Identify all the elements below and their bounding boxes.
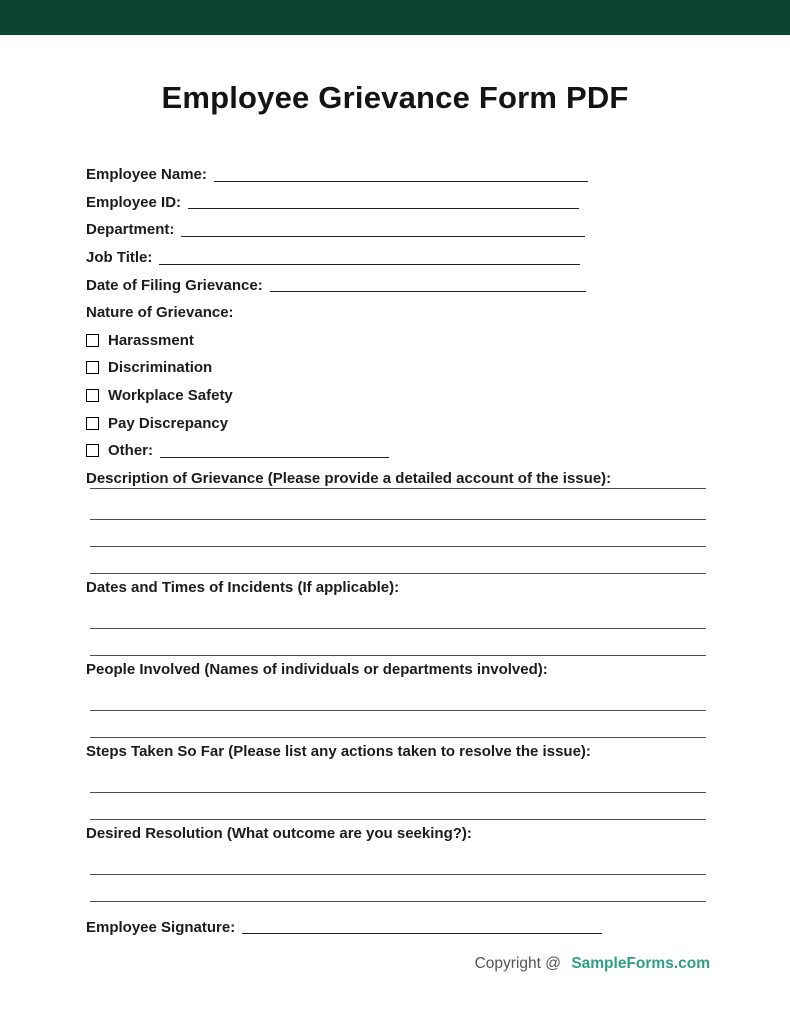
section-people-involved [86,656,706,738]
page-title: Employee Grievance Form PDF [161,80,629,115]
blank-line[interactable] [90,629,706,656]
job-title-input-line[interactable] [159,263,580,265]
employee-signature-label: Employee Signature: [86,918,236,936]
checkbox-square-icon[interactable] [86,334,99,347]
sampleforms-link[interactable]: SampleForms.com [571,955,710,972]
people-involved-heading [86,656,706,684]
blank-line[interactable] [90,602,706,629]
blank-line[interactable] [90,875,706,902]
header-bar [0,0,790,35]
blank-line[interactable] [90,493,706,520]
checkbox-square-icon[interactable] [86,361,99,374]
dates-times-heading [86,574,706,602]
section-dates-times [86,574,706,656]
workplace-safety-label: Workplace Safety [108,387,233,405]
section-description [86,465,706,574]
blank-line[interactable] [90,766,706,793]
field-employee-name [86,161,706,189]
date-of-filing-label: Date of Filing Grievance: [86,276,263,294]
discrimination-label: Discrimination [108,359,213,377]
blank-line[interactable] [90,711,706,738]
nature-of-grievance-label: Nature of Grievance: [86,304,234,322]
checkbox-square-icon[interactable] [86,389,99,402]
date-of-filing-input-line[interactable] [270,290,586,292]
checkbox-row-other[interactable] [86,437,706,465]
section-desired-resolution [86,820,706,902]
footer [475,955,710,973]
blank-line[interactable] [90,684,706,711]
dates-times-label: Dates and Times of Incidents (If applicable): [86,579,400,597]
employee-signature-input-line[interactable] [242,932,602,934]
people-involved-label: People Involved (Names of individuals or departments involved): [86,661,548,679]
steps-taken-heading [86,738,706,766]
description-label: Description of Grievance (Please provide a detailed account of the issue): [86,470,612,488]
checkbox-square-icon[interactable] [86,417,99,430]
employee-id-label: Employee ID: [86,193,182,211]
blank-line[interactable] [90,547,706,574]
blank-line[interactable] [90,520,706,547]
other-label: Other: [108,442,153,460]
harassment-label: Harassment [108,331,194,349]
field-department [86,216,706,244]
form-body [0,116,790,941]
desired-resolution-heading [86,820,706,848]
field-employee-signature [86,914,706,942]
other-input-line[interactable] [160,456,389,458]
checkbox-row-discrimination[interactable] [86,354,706,382]
department-input-line[interactable] [181,235,585,237]
section-steps-taken [86,738,706,820]
description-heading [86,465,706,493]
pay-discrepancy-label: Pay Discrepancy [108,414,229,432]
field-job-title [86,244,706,272]
nature-of-grievance-heading [86,299,706,327]
field-date-of-filing-grievance [86,271,706,299]
employee-id-input-line[interactable] [188,207,579,209]
checkbox-row-workplace-safety[interactable] [86,382,706,410]
checkbox-square-icon[interactable] [86,444,99,457]
checkbox-row-harassment[interactable] [86,327,706,355]
heading-underline [90,488,706,489]
field-employee-id [86,189,706,217]
desired-resolution-label: Desired Resolution (What outcome are you seeking?): [86,825,472,843]
checkbox-row-pay-discrepancy[interactable] [86,409,706,437]
blank-line[interactable] [90,793,706,820]
blank-line[interactable] [90,848,706,875]
employee-name-input-line[interactable] [214,180,588,182]
steps-taken-label: Steps Taken So Far (Please list any actions taken to resolve the issue): [86,743,591,761]
job-title-label: Job Title: [86,249,153,267]
employee-name-label: Employee Name: [86,166,207,184]
department-label: Department: [86,221,175,239]
copyright-text: Copyright @ [474,955,561,972]
